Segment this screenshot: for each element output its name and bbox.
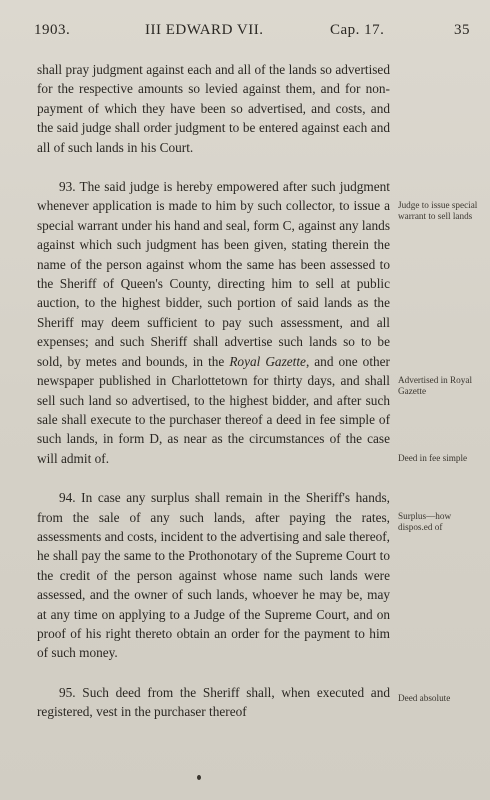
section-93-text-a: 93. The said judge is hereby empowered after such judgment whenever application is made to him by such collector, to issue a special warrant under his hand and seal, form C, against any lands against which such judgment has been given, stating therein the name of the person against whom the same has been assessed to the Sheriff of Queen's County, directing him to sell at public auction, to the highest bidder, such portion of said lands as the Sheriff may deem sufficient to pay such assessment, and all expenses; and such Sheriff shall advertise such lands so to be sold, by metes and bounds, in the (37, 179, 390, 369)
royal-gazette-italic: Royal Gazette (229, 353, 306, 369)
paragraph-section-94: 94. In case any surplus shall remain in the Sheriff's hands, from the sale of any such lands, after paying the rates, assessments and costs, incident to the advertising and sale thereof, he shall pay the same to the Prothonotary of the Supreme Court to the credit of the person against whose name such lands were assessed, and the owner of such lands, whoever he may be, may at any time on applying to a Judge of the Supreme Court, and on proof of his right thereto obtain an order for the payment to him of such money. (37, 490, 390, 661)
margin-note-deed-fee-simple: Deed in fee simple (398, 453, 468, 463)
header-title: III EDWARD VII. (145, 22, 264, 38)
margin-note-deed-absolute: Deed absolute (398, 693, 451, 703)
body-text (37, 60, 390, 722)
page-number: 35 (454, 22, 470, 38)
margin-note-surplus: Surplus—how dispos.ed of (398, 511, 452, 532)
header-chapter: Cap. 17. (330, 22, 385, 38)
paragraph-continuation: shall pray judgment against each and all of the lands so advertised for the respective amounts so levied against them, and for non-payment of which they have been so advertised, and costs, and the said judge shall order judgment to be entered against each and all of such lands in his Court. (37, 62, 390, 155)
margin-note-judge-warrant: Judge to issue special warrant to sell lands (398, 200, 478, 221)
running-header (30, 22, 470, 42)
paragraph-section-93 (37, 177, 390, 468)
section-93-text-b: , and one other newspaper published in Charlottetown for thirty days, and shall sell such land so advertised, to the highest bidder, and after such sale shall execute to the purchaser thereof a deed in fee simple of such lands, in form D, as near as the circumstances of the case will admit of. (37, 353, 390, 466)
header-year: 1903. (34, 22, 71, 38)
paragraph-section-95: 95. Such deed from the Sheriff shall, when executed and registered, vest in the purchaser thereof (37, 684, 390, 720)
margin-note-advertised: Advertised in Royal Gazette (398, 375, 472, 396)
ink-mark (197, 775, 201, 780)
